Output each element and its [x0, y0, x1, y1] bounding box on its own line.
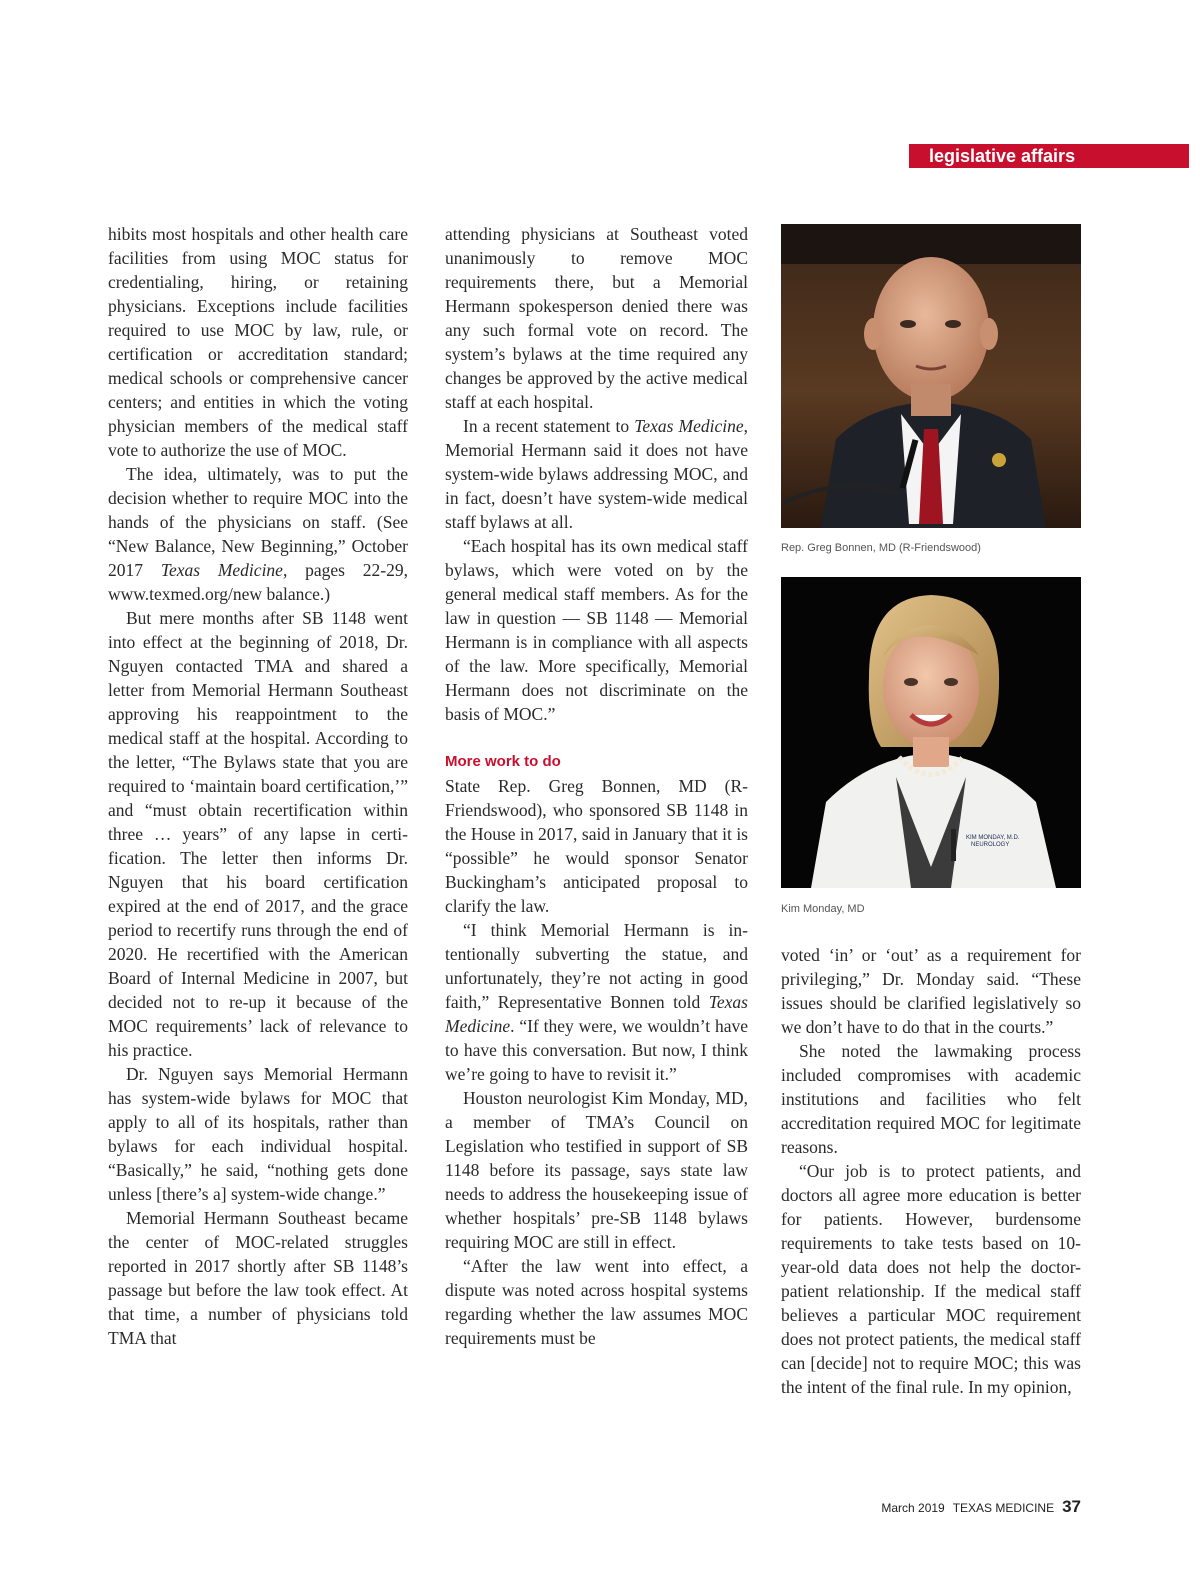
portrait-illustration	[781, 577, 1081, 888]
coat-embroidery-dept: NEUROLOGY	[971, 842, 1010, 848]
magazine-title: Texas Medicine	[160, 560, 283, 580]
magazine-title: Texas Medicine	[445, 992, 748, 1036]
paragraph: attending physicians at Southeast voted unanimously to remove MOC requirements there, but a Memorial Hermann spokesperson denied there was any such formal vote on record. The system’s bylaws at the time required any changes be approved by the active medical staff at each hospital.	[445, 224, 748, 412]
article-column-3	[781, 943, 1081, 1399]
paragraph: “After the law went into effect, a dispute was noted across hospital systems regarding whether the law assumes MOC requirements must be	[445, 1256, 748, 1348]
page-number: 37	[1062, 1497, 1081, 1516]
article-column-1	[108, 222, 408, 1350]
section-tag: legislative affairs	[909, 144, 1189, 168]
paragraph: Houston neurologist Kim Monday, MD, a member of TMA’s Council on Legislation who testified in support of SB 1148 before its passage, says state law needs to address the housekeeping issue of whether hospitals’ pre-SB 1148 bylaws requiring MOC are still in effect.	[445, 1088, 748, 1252]
photo-kim-monday	[781, 577, 1081, 888]
subheading: More work to do	[445, 753, 561, 770]
paragraph: Memorial Hermann Southeast became the center of MOC-related struggles reported in 2017 shortly after SB 1148’s passage but before the law took effect. At that time, a number of physicians told TMA that	[108, 1208, 408, 1348]
magazine-title: Texas Medicine	[634, 416, 744, 436]
paragraph: “I think Memorial Hermann is intentionally subverting the statue, and unfortunately, they’re not acting in good faith,” Representative Bonnen told Texas Medicine. “If they were, we wouldn’t have to have this conversation. But now, I think we’re going to have to revisit it.”	[445, 920, 748, 1084]
coat-embroidery-name: KIM MONDAY, M.D.	[966, 835, 1020, 841]
photo-greg-bonnen	[781, 224, 1081, 528]
paragraph: Dr. Nguyen says Memorial Hermann has system-wide bylaws for MOC that apply to all of its hospitals, rather than bylaws for each individual hospital. “Basically,” he said, “nothing gets done unless [there’s a] system-wide change.”	[108, 1064, 408, 1204]
paragraph: The idea, ultimately, was to put the decision whether to require MOC into the hands of the physicians on staff. (See “New Balance, New Beginning,” October 2017 Texas Medicine, pages 22-29, www.texmed.org/new balance.)	[108, 464, 408, 604]
paragraph: hibits most hospitals and other health care facilities from using MOC status for credentialing, hiring, or retaining physicians. Exceptions include facilities required to use MOC by law, rule, or certification or accreditation standard; medical schools or comprehensive cancer centers; and entities in which the voting physician members of the medical staff vote to authorize the use of MOC.	[108, 224, 408, 460]
issue-date: March 2019	[881, 1501, 945, 1515]
paragraph: “Each hospital has its own medical staff bylaws, which were voted on by the general medical staff members. As for the law in question — SB 1148 — Memorial Hermann is in compliance with all aspects of the law. More specifically, Memorial Hermann does not discriminate on the basis of MOC.”	[445, 536, 748, 724]
photo-caption: Kim Monday, MD	[781, 903, 865, 915]
paragraph: She noted the lawmaking process included compromises with academic institutions and facilities who felt accreditation required MOC for legitimate reasons.	[781, 1041, 1081, 1157]
magazine-name: TEXAS MEDICINE	[952, 1501, 1055, 1515]
paragraph: State Rep. Greg Bonnen, MD (R-Friendswood), who sponsored SB 1148 in the House in 2017, said in January that it is “possible” he would sponsor Senator Buckingham’s anticipated proposal to clarify the law.	[445, 776, 748, 916]
portrait-illustration	[781, 224, 1081, 528]
article-column-2	[445, 222, 748, 1350]
paragraph: But mere months after SB 1148 went into effect at the beginning of 2018, Dr. Nguyen contacted TMA and shared a letter from Memorial Hermann Southeast approving his reappointment to the medical staff at the hospital. According to the letter, “The Bylaws state that you are required to ‘maintain board certification,’” and “must obtain recertification within three … years” of any lapse in certification. The letter then informs Dr. Nguyen that his board certification expired at the end of 2017, and the grace period to recertify runs through the end of 2020. He recertified with the American Board of Internal Medicine in 2007, but decided not to re-up it because of the MOC requirements’ lack of relevance to his practice.	[108, 608, 408, 1060]
paragraph: voted ‘in’ or ‘out’ as a requirement for privileging,” Dr. Monday said. “These issues should be clarified legislatively so we don’t have to do that in the courts.”	[781, 945, 1081, 1037]
page-footer	[881, 1497, 1081, 1517]
paragraph: In a recent statement to Texas Medicine, Memorial Hermann said it does not have system-wide bylaws addressing MOC, and in fact, doesn’t have system-wide medical staff bylaws at all.	[445, 416, 748, 532]
photo-caption: Rep. Greg Bonnen, MD (R-Friendswood)	[781, 542, 981, 554]
paragraph: “Our job is to protect patients, and doctors all agree more education is better for patients. However, burdensome requirements to take tests based on 10-year-old data does not help the doctor-patient relationship. If the medical staff believes a particular MOC requirement does not protect patients, the medical staff can [decide] not to require MOC; this was the intent of the final rule. In my opinion,	[781, 1161, 1081, 1397]
